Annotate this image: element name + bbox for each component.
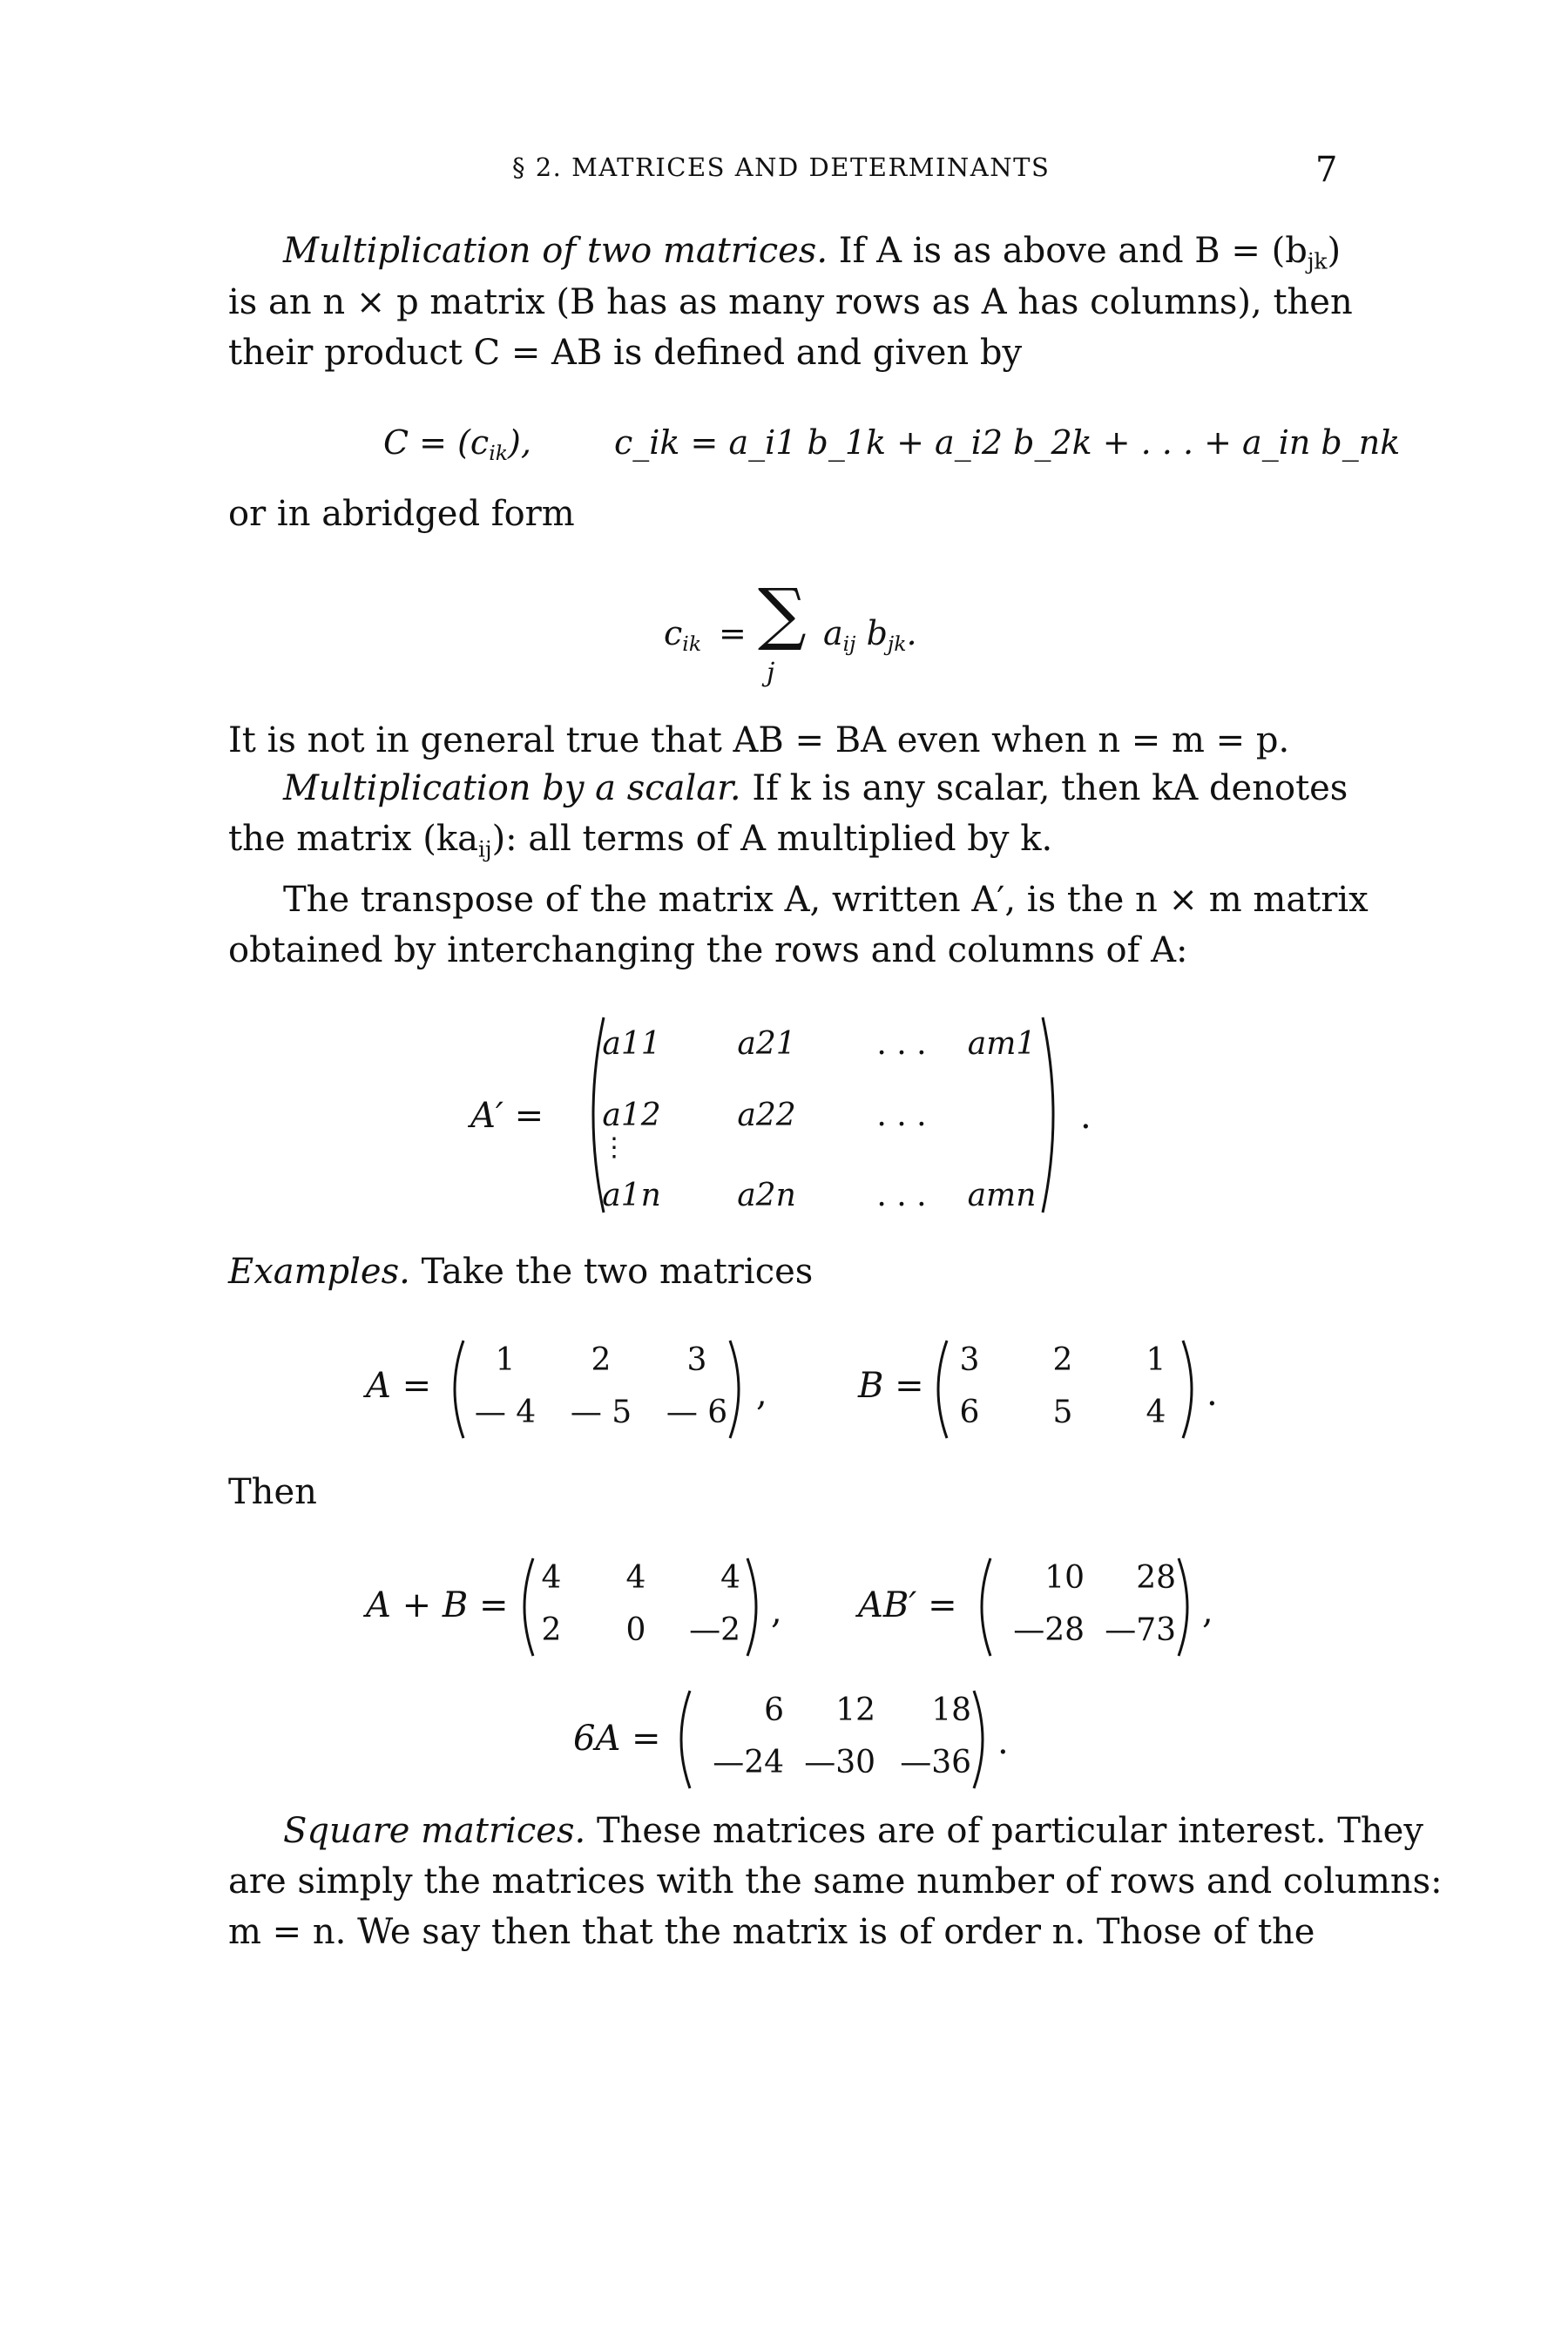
matrix-cell: —30 bbox=[804, 1745, 875, 1780]
matrix-scalar bbox=[671, 1687, 993, 1792]
examples-line: Examples. Take the two matrices bbox=[228, 1252, 814, 1292]
para5-line2: are simply the matrices with the same number of rows and columns: bbox=[228, 1861, 1443, 1902]
matA-label: A = bbox=[366, 1366, 432, 1406]
para1-line3: their product C = AB is defined and given by bbox=[228, 333, 1023, 373]
matSum-end: , bbox=[771, 1591, 782, 1632]
para3-heading: Multiplication by a scalar. bbox=[283, 768, 741, 808]
abridged-text: or in abridged form bbox=[228, 494, 575, 534]
matrix-cell: —24 bbox=[713, 1745, 784, 1780]
matrix-cell: amn bbox=[967, 1178, 1037, 1213]
para5-line3: m = n. We say then that the matrix is of order n. Those of the bbox=[228, 1912, 1315, 1952]
matrix-cell: 28 bbox=[1136, 1560, 1176, 1596]
para1-line1 bbox=[283, 233, 1341, 273]
formula2-eq: = bbox=[719, 614, 747, 652]
matrix-cell: 4 bbox=[1146, 1395, 1166, 1430]
matrix-cell: 2 bbox=[591, 1342, 612, 1378]
matProd-end: , bbox=[1202, 1591, 1213, 1632]
matrix-cell: . . . bbox=[876, 1178, 927, 1213]
matB-label: B = bbox=[858, 1366, 924, 1406]
matrix-B bbox=[928, 1337, 1202, 1442]
para1-line1-rest: If A is as above and $B = (b_{jk})$ bbox=[838, 231, 1342, 274]
sigma-index: j bbox=[767, 658, 775, 688]
formula2-rhs: $a_{ij}$ $b_{jk}$. bbox=[823, 614, 917, 657]
matrix-cell: 2 bbox=[1052, 1342, 1073, 1378]
para1-heading: Multiplication of two matrices. bbox=[283, 231, 828, 271]
running-header: § 2. MATRICES AND DETERMINANTS bbox=[512, 152, 1051, 182]
formula1-left: $C = (c_{ik})$, bbox=[383, 423, 531, 466]
matrix-cell: 1 bbox=[495, 1342, 516, 1378]
matA-end: , bbox=[756, 1374, 767, 1414]
matrix-cell: 1 bbox=[1146, 1342, 1166, 1378]
matrix-cell: 2 bbox=[541, 1612, 562, 1648]
para3-line1: Multiplication by a scalar. If k is any scalar, then kA denotes bbox=[283, 768, 1348, 808]
transpose-matrix bbox=[579, 1010, 1067, 1219]
matrix-cell: 0 bbox=[625, 1612, 646, 1648]
matScalar-label: 6A = bbox=[573, 1719, 661, 1759]
matrix-cell: 4 bbox=[541, 1560, 562, 1596]
matrix-A bbox=[444, 1337, 749, 1442]
para4-line2: obtained by interchanging the rows and columns of A: bbox=[228, 930, 1188, 970]
matrix-cell: 12 bbox=[835, 1692, 875, 1728]
matrix-cell: a22 bbox=[737, 1098, 796, 1133]
matrix-cell: . . . bbox=[876, 1098, 927, 1133]
matSum-label: A + B = bbox=[366, 1585, 509, 1625]
para2-line: It is not in general true that AB = BA even when n = m = p. bbox=[228, 720, 1290, 760]
matrix-cell: 6 bbox=[764, 1692, 784, 1728]
matrix-cell: 3 bbox=[959, 1342, 980, 1378]
matrix-cell: . . . bbox=[876, 1026, 927, 1062]
para4-line1: The transpose of the matrix A, written A′, is the n × m matrix bbox=[283, 880, 1369, 920]
matrix-cell: 10 bbox=[1044, 1560, 1085, 1596]
matrix-cell: 5 bbox=[1052, 1395, 1073, 1430]
matrix-cell: —36 bbox=[900, 1745, 971, 1780]
matScalar-end: . bbox=[997, 1722, 1009, 1762]
matrix-cell: —2 bbox=[689, 1612, 740, 1648]
matrix-cell: 6 bbox=[959, 1395, 980, 1430]
matrix-cell: a2n bbox=[737, 1178, 796, 1213]
formula2-lhs: $c_{ik}$ bbox=[664, 614, 702, 657]
examples-heading: Examples. bbox=[228, 1252, 410, 1292]
matrix-cell: a12 bbox=[602, 1098, 661, 1133]
matProd-label: AB′ = bbox=[858, 1585, 957, 1625]
page-number: 7 bbox=[1315, 150, 1338, 190]
matrix-cell: — 6 bbox=[666, 1395, 728, 1430]
then-text: Then bbox=[228, 1472, 317, 1512]
para3-line2: the matrix $(ka_{ij})$: all terms of A multiplied by k. bbox=[228, 819, 1053, 862]
para5-heading: Square matrices. bbox=[283, 1811, 586, 1851]
matrix-cell: 4 bbox=[625, 1560, 646, 1596]
matrix-cell: 18 bbox=[931, 1692, 971, 1728]
matrix-cell: —28 bbox=[1013, 1612, 1085, 1648]
matrix-cell: —73 bbox=[1105, 1612, 1176, 1648]
matrix-cell: am1 bbox=[967, 1026, 1037, 1062]
para5-line1: Square matrices. These matrices are of particular interest. They bbox=[283, 1811, 1423, 1851]
para1-line2: is an n × p matrix (B has as many rows as A has columns), then bbox=[228, 282, 1353, 322]
matrix-sum bbox=[514, 1555, 767, 1659]
matrix-product bbox=[971, 1555, 1198, 1659]
matrix-cell: — 4 bbox=[474, 1395, 537, 1430]
transpose-label: A′ = bbox=[470, 1096, 544, 1136]
sigma-symbol: ∑ bbox=[758, 575, 807, 653]
matrix-cell: 4 bbox=[720, 1560, 740, 1596]
matrix-cell: a11 bbox=[602, 1026, 661, 1062]
transpose-end: . bbox=[1080, 1097, 1092, 1137]
matrix-cell: — 5 bbox=[570, 1395, 632, 1430]
matB-end: . bbox=[1206, 1374, 1218, 1414]
matrix-vdots: ⋮ bbox=[601, 1132, 627, 1163]
formula1-right: c_ik = a_i1 b_1k + a_i2 b_2k + . . . + a_in b_nk bbox=[614, 423, 1401, 462]
matrix-cell: 3 bbox=[686, 1342, 707, 1378]
matrix-cell: a1n bbox=[602, 1178, 661, 1213]
matrix-cell: a21 bbox=[737, 1026, 796, 1062]
